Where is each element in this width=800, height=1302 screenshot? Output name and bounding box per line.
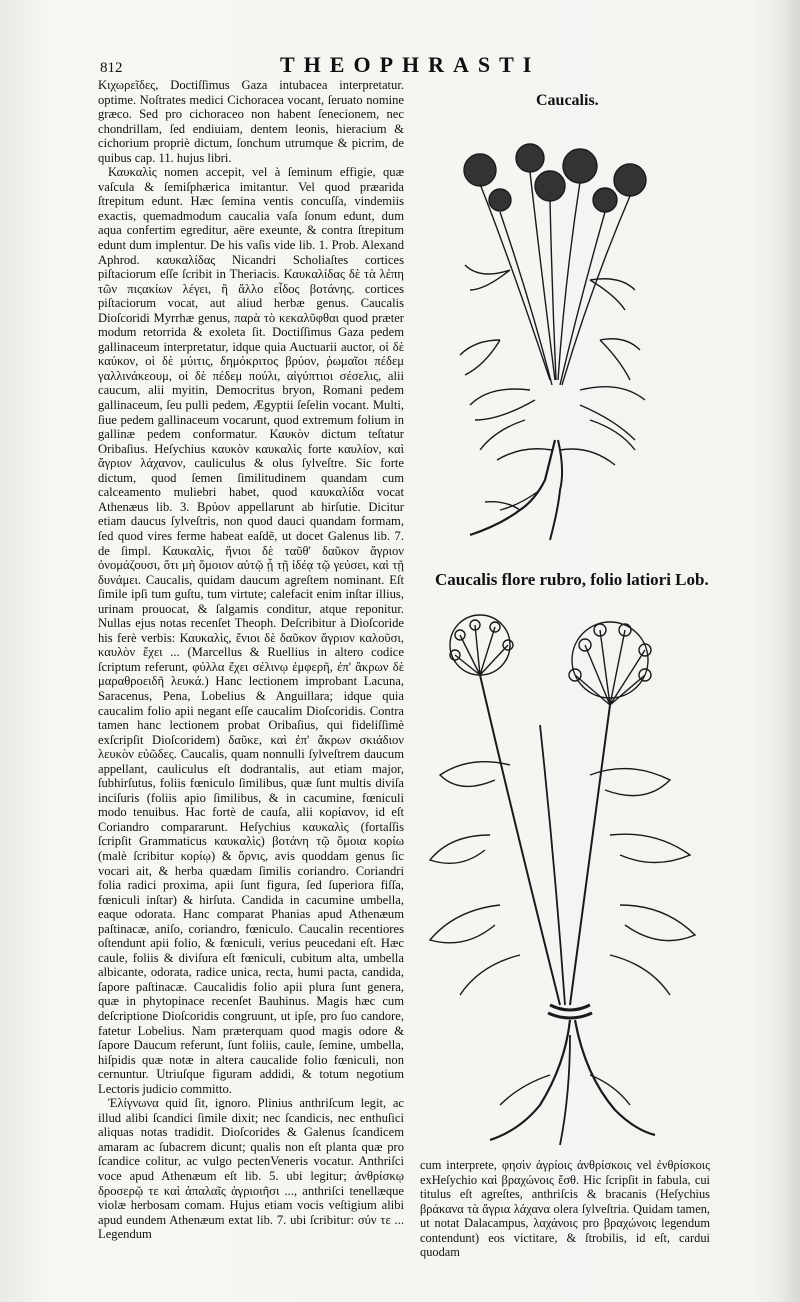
facing-page-edge — [782, 0, 800, 1302]
page-number: 812 — [100, 60, 123, 76]
umbel-cluster — [464, 144, 646, 212]
umbel-flowers — [450, 615, 651, 705]
paragraph: Κιχωρεῖδες, Doctiſſimus Gaza intubacea interpretatur. optime. Noſtrates medici Cichoracea vocant, ſeruato nomine græco. Sed pro cichoraceo non habent ſenecionem, nec chondrillam, ſed endiuiam, dentem leonis, hieracium & cichorium propriè dictum, ſonchum utrumque & picrim, de quibus cap. 11. hujus libri. — [98, 78, 404, 165]
running-head: THEOPHRASTI — [280, 52, 541, 77]
right-column-text: cum interprete, φησὶν ἀγρίοις ἀνθρίσκοις vel ἐνθρίσκοις exHeſychio καὶ βραχώνοις ἔσθ. Hic ſcripſit in fabula, cui titulus eſt agreſtes, anthriſcis & bracanis (Heſychius βράκανα τὰ ἄγρια λάχανα olera ſylveſtria. Quidam tamen, ut notat Dalacampus, λαχάνοις pro βραχώνοις legendum contendunt) eos victitare, & ſtrobilis, id eſt, cardui quodam — [420, 1158, 710, 1260]
paragraph: Ἐλίγνωνα quid ſit, ignoro. Plinius anthriſcum legit, ac illud alibi ſcandici ſimile dixit; nec ſcandicis, nec enthuſici aliquas notas tradidit. Dioſcorides & Galenus ſcandicem amaram ac ſubacrem dicunt; qualis non eſt planta quæ pro ſcandice colitur, ac vulgo pectenVeneris vocatur. Anthriſci voce apud Athenæum eſt lib. 5. ubi legitur; ἀνθρίσκῳ δροσερῷ τε καὶ ἀπαλαῖς ἀγριοιῆσι ..., anthriſci tenellæque violæ herbosam comam. Hujus etiam vocis veſtigium alibi apud eundem Athenæum extat lib. 7. ubi ſcribitur: σύν τε ... Legendum — [98, 1096, 404, 1242]
figure-caption-caucalis-flore-rubro: Caucalis flore rubro, folio latiori Lob. — [435, 570, 709, 589]
plant-woodcut-2-icon — [420, 605, 710, 1155]
plant-woodcut-1-icon — [440, 140, 680, 550]
paragraph: Καυκαλὶς nomen accepit, vel à ſeminum effigie, quæ vaſcula & ſemiſphærica imitantur. Vel quod præarida ſtrepitum edunt. Hæc ſemina ventis concuſſa, vindemiis exactis, quemadmodum caucalia vaſa ſonum edunt, dum aqua confertim egreditur, aëre exeunte, & contra ſtrepitum edunt dum implentur. De his vaſis vide lib. 1. Prob. Alexand Aphrod. καυκαλίδας Nicandri Scholiaſtes cortices piſtaciorum eſſe ſcribit in Theriacis. Καυκαλίδας δὲ τὰ λέπη τῶν πιςακίων λέγει, ἢ ἄλλο εἶδος βοτάνης. cortices piſtaciorum vocat, aut aliud herbæ genus. Caucalis Dioſcoridi Myrrhæ genus, παρὰ τὸ κεκαλῦφθαι quod præter modum retorrida & exoleta ſit. Doctiſſimus Gaza pedem gallinaceum interpretatur, idque quia Auctuarii auctor, οἱ δὲ καύκον, οἱ δὲ μύιτις, δημόκριτος βρύον, ῥωμαῖοι πέδεμ γαλλινάκεουμ, οἱ δὲ πέδεμ πούλι, αἰγύπτιοι σέσελις, alii caucum, alii myitin, Democritus bryon, Romani pedem gallinaceum, ſeu pulli pedem, Ægyptii ſeſelin vocant. Multi, ſiue pedem gallinaceum vocarunt, quod extremum folium in gallinæ pedem conformatur. Καυκὸν dictum teſtatur Oribaſius. Heſychius καυκὸν καυκαλὶς forte καυλίον, καὶ ἄγριον λάχανον, cauliculus & olus ſylveſtre. Sic forte dictum, quod ſemen ſimilitudinem quandam cum calceamento muliebri habet, quod καυκαλίδα vocat Athenæus lib. 3. Βρύον appellarunt ab hirſutie. Dicitur etiam daucus ſylveſtris, non quod dauci quandam formam, ſed quod vires ferme habeat eaſdẽ, ut docet Galenus lib. 7. de ſimpl. Καυκαλὶς, ἥνιοι δὲ ταῦθ' δαῦκον ἄγριον ὀνομάζουσι, ὅτι μὴ ὅμοιον αὐτῷ ᾖ τῇ ἰδέᾳ τῷ γεύσει, καὶ τῇ δυνάμει. Caucalis, quidam daucum agreſtem nominant. Eſt ſimile ipſi tum guſtu, tum virtute; calefacit enim inſtar illius, urinam prouocat, & ſalgamis conditur, atque reponitur. Nullas ejus notas recenſet Theoph. Deſcribitur à Dioſcoride his ferè verbis: Καυκαλὶς, ἔνιοι δὲ δαῦκον ἄγριον καλοῦσι, καυλὸν ἔχει ... (Marcellus & Ruellius in altero codice ſcriptum referunt, φύλλα ἔχει σέλινῳ ἐμφερῆ, ἐπ' ἄκρων δὲ μαραθροειδῆ λευκά.) Hanc lectionem improbant Lacuna, Saracenus, Pena, Lobelius & Anguillara; idque quia caucalim folio apii negant eſſe caucalim Dioſcoridis. Contra tamen hanc lectionem probat Oribaſius, qui fideliſſimè exſcripſit Dioſcoridem) δαῦκε, καὶ ἐπ' ἄκρων σκιάδιον λευκὸν εὐῶδες. Caucalis, quam nonnulli ſylveſtrem daucum appellant, cauliculus eſt dodrantalis, aut etiam major, ſubhirſutus, foliis fœniculo ſimilibus, quæ ſunt multis diviſa inciſuris (foliis apio ſimilibus, & in cacumine, fœniculi modo tenuibus. Hac fortè de cauſa, alii κορίανον, id eſt Coriandro compararunt. Heſychius καυκαλὶς (fortaſſis ſcripſit Grammaticus καυκαλὶς) βοτάνη τῷ ὅμοια κορίω (malè ſcribitur κορίῳ) & ὄρνις, avis quoddam genus ſic vocari ait, & herba quædam ſimilis coriandro. Coriandri folia radici proxima, apii ſunt figura, ſed ſuperiora fiſſa, fœniculi inſtar) & hirſuta. Candida in cacumine umbella, eaque odorata. Hanc comparat Phanias apud Athenæum paſtinacæ, aniſo, coriandro, fœniculo. Caucalin recentiores oſtendunt apii folio, & fœniculi, verius peucedani eſt. Hæc caule, foliis & diviſura eſt fœniculi, cubitum alta, umbella albicante, odorata, radice unica, recta, humi pacta, candida, ſapore paſtinacæ. Caucalidis folio apii plura ſunt genera, quæ in phytopinace recenſet Bauhinus. Magis hæc cum deſcriptione Dioſcoridis congruunt, ut ipſe, pro ſuo candore, fatetur Lobelius. Nam præterquam quod magis odore & ſapore Daucum referunt, ſunt foliis, caule, ſemine, umbella, hiſpidis quæ notæ in altera caucalide folio fœniculi, non cernuntur. Utriuſque figuram addidi, & totum negotium Lectoris judicio committo. — [98, 165, 404, 1096]
left-text-column — [98, 78, 404, 1242]
figure-caption-caucalis: Caucalis. — [536, 92, 599, 109]
